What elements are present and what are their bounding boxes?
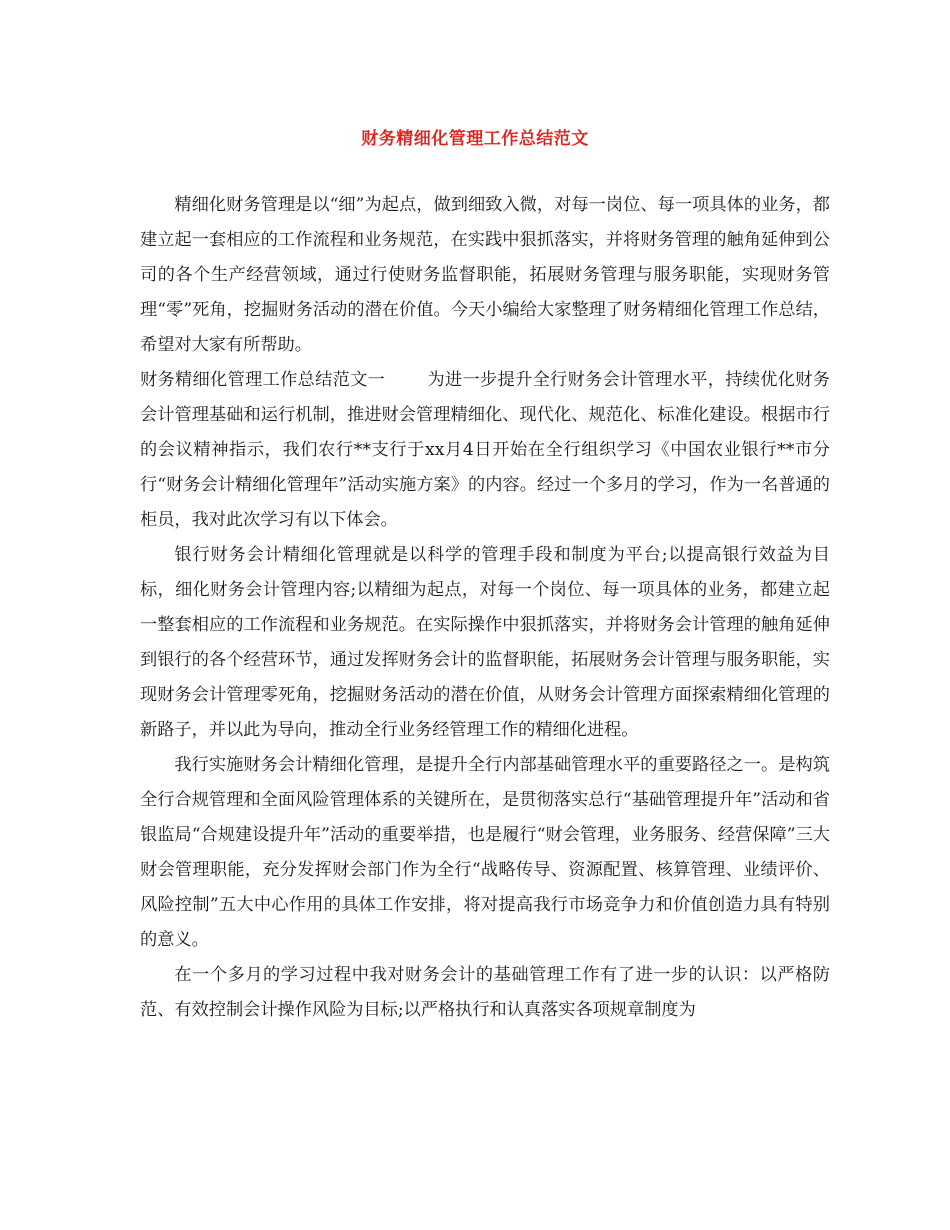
section-heading: 财务精细化管理工作总结范文一 <box>140 370 386 390</box>
section-lead: 为进一步提升全行财务会计管理水平，持续优化财务会计管理基础和运行机制，推进财会管理精细化、现代化、规范化、标准化建设。根据市行的会议精神指示，我们农行**支行于xx月4日开始在全行组织学习《中国农业银行**市分行“财务会计精细化管理年”活动实施方案》的内容。经过一个多月的学习，作为一名普通的柜员，我对此次学习有以下体会。 <box>140 370 830 530</box>
body-paragraph-2: 我行实施财务会计精细化管理，是提升全行内部基础管理水平的重要路径之一。是构筑全行合规管理和全面风险管理体系的关键所在，是贯彻落实总行“基础管理提升年”活动和省银监局“合规建设提升年”活动的重要举措，也是履行“财会管理，业务服务、经营保障”三大财会管理职能，充分发挥财会部门作为全行“战略传导、资源配置、核算管理、业绩评价、风险控制”五大中心作用的具体工作安排，将对提高我行市场竞争力和价值创造力具有特别的意义。 <box>140 755 830 950</box>
intro-paragraph: 精细化财务管理是以“细”为起点，做到细致入微，对每一岗位、每一项具体的业务，都建立起一套相应的工作流程和业务规范，在实践中狠抓落实，并将财务管理的触角延伸到公司的各个生产经营领域，通过行使财务监督职能，拓展财务管理与服务职能，实现财务管理“零”死角，挖掘财务活动的潜在价值。今天小编给大家整理了财务精细化管理工作总结，希望对大家有所帮助。 <box>140 195 830 355</box>
document-title: 财务精细化管理工作总结范文 <box>361 129 589 149</box>
body-paragraph-3: 在一个多月的学习过程中我对财务会计的基础管理工作有了进一步的认识：以严格防范、有效控制会计操作风险为目标;以严格执行和认真落实各项规章制度为 <box>140 965 830 1020</box>
section-paragraph <box>140 363 830 538</box>
body-paragraph-1: 银行财务会计精细化管理就是以科学的管理手段和制度为平台;以提高银行效益为目标，细化财务会计管理内容;以精细为起点，对每一个岗位、每一项具体的业务，都建立起一整套相应的工作流程和业务规范。在实际操作中狠抓落实，并将财务会计管理的触角延伸到银行的各个经营环节，通过发挥财务会计的监督职能，拓展财务会计管理与服务职能，实现财务会计管理零死角，挖掘财务活动的潜在价值，从财务会计管理方面探索精细化管理的新路子，并以此为导向，推动全行业务经管理工作的精细化进程。 <box>140 545 830 740</box>
document-body <box>140 188 830 1028</box>
